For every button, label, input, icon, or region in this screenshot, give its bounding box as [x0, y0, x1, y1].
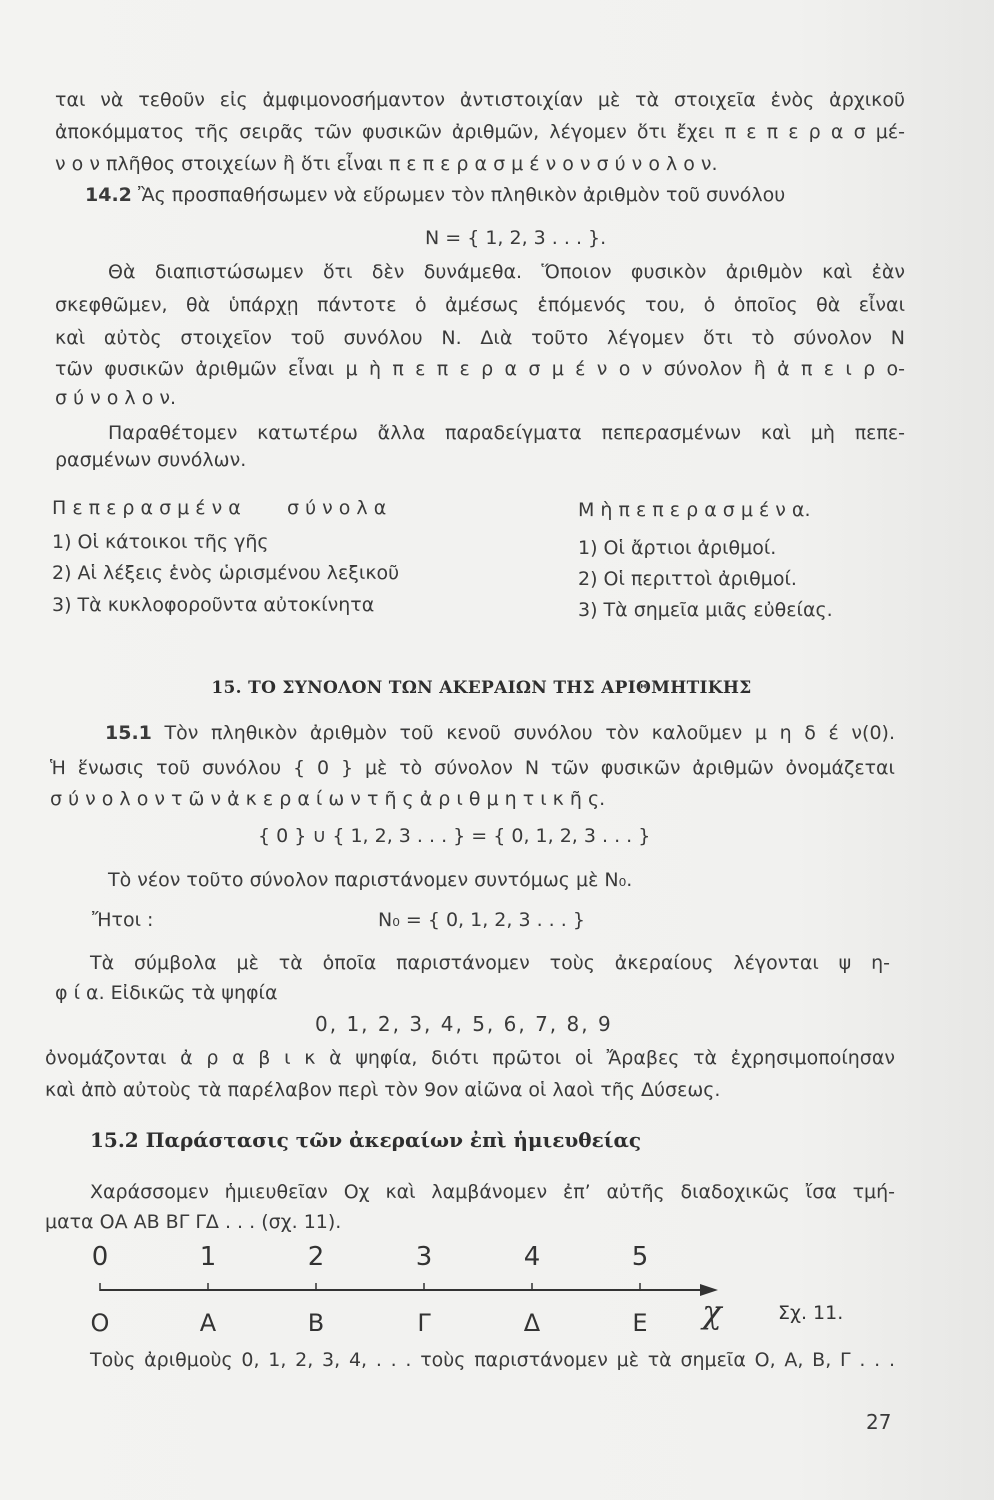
column-header: Μ ὴ π ε π ε ρ α σ μ έ ν α.: [578, 499, 811, 521]
union-formula: { 0 } ∪ { 1, 2, 3 . . . } = { 0, 1, 2, 3 . . . }: [258, 825, 651, 847]
paragraph-line: ρασμένων συνόλων.: [55, 449, 247, 471]
paragraph-line: καὶ ἀπὸ αὐτοὺς τὰ παρέλαβον περὶ τὸν 9ον αἰῶνα οἱ λαοὶ τῆς Δύσεως.: [45, 1079, 721, 1101]
point-label: Ο: [90, 1309, 110, 1337]
point-label: Α: [199, 1309, 217, 1337]
digits-list: 0, 1, 2, 3, 4, 5, 6, 7, 8, 9: [315, 1012, 613, 1036]
point-label: Δ: [523, 1309, 541, 1337]
paragraph-line: ὀνομάζονται ἀ ρ α β ι κ ὰ ψηφία, διότι πρῶτοι οἱ Ἄραβες τὰ ἐχρησιμοποίησαν: [45, 1047, 895, 1069]
paragraph-line: ται νὰ τεθοῦν εἰς ἀμφιμονοσήμαντον ἀντιστοιχίαν μὲ τὰ στοιχεῖα ἑνὸς ἀρχικοῦ: [55, 89, 905, 111]
column-header: σ ύ ν ο λ α: [287, 497, 387, 519]
set-formula: Ν = { 1, 2, 3 . . . }.: [425, 227, 607, 249]
paragraph-text: Τὸν πληθικὸν ἀριθμὸν τοῦ κενοῦ συνόλου τὸν καλοῦμεν μ η δ έ ν(0).: [164, 722, 896, 744]
paragraph-line: σ ύ ν ο λ ο ν τ ῶ ν ἀ κ ε ρ α ί ω ν τ ῆ ς ἀ ρ ι θ μ η τ ι κ ῆ ς.: [50, 788, 606, 810]
list-item: 2) Αἱ λέξεις ἑνὸς ὡρισμένου λεξικοῦ: [52, 562, 400, 584]
number-label: 2: [307, 1242, 325, 1272]
hetoi-label: Ἤτοι :: [92, 909, 154, 931]
figure-caption: Σχ. 11.: [778, 1302, 844, 1324]
paragraph-line: τῶν φυσικῶν ἀριθμῶν εἶναι μ ὴ π ε π ε ρ α σ μ έ ν ο ν σύνολον ἢ ἀ π ε ι ρ ο-: [55, 358, 905, 380]
point-label: Ε: [632, 1309, 648, 1337]
paragraph-line: ματα ΟΑ ΑΒ ΒΓ ΓΔ . . . (σχ. 11).: [45, 1211, 342, 1233]
paragraph-line: Τὰ σύμβολα μὲ τὰ ὁποῖα παριστάνομεν τοὺς ἀκεραίους λέγονται ψ η-: [90, 952, 890, 974]
paragraph-text: Ἂς προσπαθήσωμεν νὰ εὕρωμεν τὸν πληθικὸν ἀριθμὸν τοῦ συνόλου: [137, 184, 786, 206]
point-label: Β: [307, 1309, 325, 1337]
subsection-heading: 15.2 Παράστασις τῶν ἀκεραίων ἐπὶ ἡμιευθείας: [90, 1128, 642, 1152]
paragraph-line: σκεφθῶμεν, θὰ ὑπάρχῃ πάντοτε ὁ ἀμέσως ἑπόμενός του, ὁ ὁποῖος θὰ εἶναι: [55, 294, 905, 316]
paragraph-line: καὶ αὐτὸς στοιχεῖον τοῦ συνόλου Ν. Διὰ τοῦτο λέγομεν ὅτι τὸ σύνολον Ν: [55, 327, 905, 349]
number-label: 3: [415, 1242, 433, 1272]
number-label: 5: [631, 1242, 649, 1272]
subsection-number: 15.1: [105, 722, 152, 744]
paragraph-line: Θὰ διαπιστώσωμεν ὅτι δὲν δυνάμεθα. Ὅποιον φυσικὸν ἀριθμὸν καὶ ἐὰν: [108, 261, 905, 283]
point-label: Γ: [417, 1309, 431, 1337]
subsection-15-1-line: [105, 719, 895, 747]
paragraph-line: ν ο ν πλῆθος στοιχείων ἢ ὅτι εἶναι π ε π ε ρ α σ μ έ ν ο ν σ ύ ν ο λ ο ν.: [55, 153, 718, 175]
paragraph-line: σ ύ ν ο λ ο ν.: [55, 387, 177, 409]
ray-label: χ: [702, 1293, 722, 1331]
number-line-figure: [0, 1225, 994, 1345]
paragraph-line: Παραθέτομεν κατωτέρω ἄλλα παραδείγματα πεπερασμένων καὶ μὴ πεπε-: [108, 422, 905, 444]
page-number: 27: [866, 1410, 892, 1434]
list-item: 3) Τὰ σημεῖα μιᾶς εὐθείας.: [578, 599, 833, 621]
subsection-number: 14.2: [85, 184, 132, 206]
number-label: 1: [199, 1242, 217, 1272]
paragraph-line: Ἡ ἕνωσις τοῦ συνόλου { 0 } μὲ τὸ σύνολον Ν τῶν φυσικῶν ἀριθμῶν ὀνομάζεται: [50, 757, 895, 779]
paragraph-line: Τὸ νέον τοῦτο σύνολον παριστάνομεν συντόμως μὲ Ν₀.: [108, 869, 633, 891]
list-item: 1) Οἱ κάτοικοι τῆς γῆς: [52, 531, 269, 553]
list-item: 1) Οἱ ἄρτιοι ἀριθμοί.: [578, 537, 777, 559]
paragraph-line: Χαράσσομεν ἡμιευθεῖαν Οχ καὶ λαμβάνομεν ἐπ’ αὐτῆς διαδοχικῶς ἴσα τμή-: [90, 1181, 895, 1203]
paragraph-line: φ ί α. Εἰδικῶς τὰ ψηφία: [55, 982, 278, 1004]
paragraph-line: Τοὺς ἀριθμοὺς 0, 1, 2, 3, 4, . . . τοὺς παριστάνομεν μὲ τὰ σημεῖα Ο, Α, Β, Γ . . .: [90, 1349, 895, 1371]
n0-formula: Ν₀ = { 0, 1, 2, 3 . . . }: [378, 909, 585, 931]
column-header: Π ε π ε ρ α σ μ έ ν α: [52, 497, 241, 519]
paragraph-line: ἀποκόμματος τῆς σειρᾶς τῶν φυσικῶν ἀριθμῶν, λέγομεν ὅτι ἔχει π ε π ε ρ α σ μέ-: [55, 121, 905, 143]
number-label: 0: [91, 1242, 109, 1272]
number-label: 4: [523, 1242, 541, 1272]
subsection-14-2-line: [85, 181, 785, 209]
list-item: 3) Τὰ κυκλοφοροῦντα αὐτοκίνητα: [52, 594, 375, 616]
list-item: 2) Οἱ περιττοὶ ἀριθμοί.: [578, 568, 797, 590]
section-heading: 15. ΤΟ ΣΥΝΟΛΟΝ ΤΩΝ ΑΚΕΡΑΙΩΝ ΤΗΣ ΑΡΙΘΜΗΤΙΚΗΣ: [211, 678, 752, 698]
